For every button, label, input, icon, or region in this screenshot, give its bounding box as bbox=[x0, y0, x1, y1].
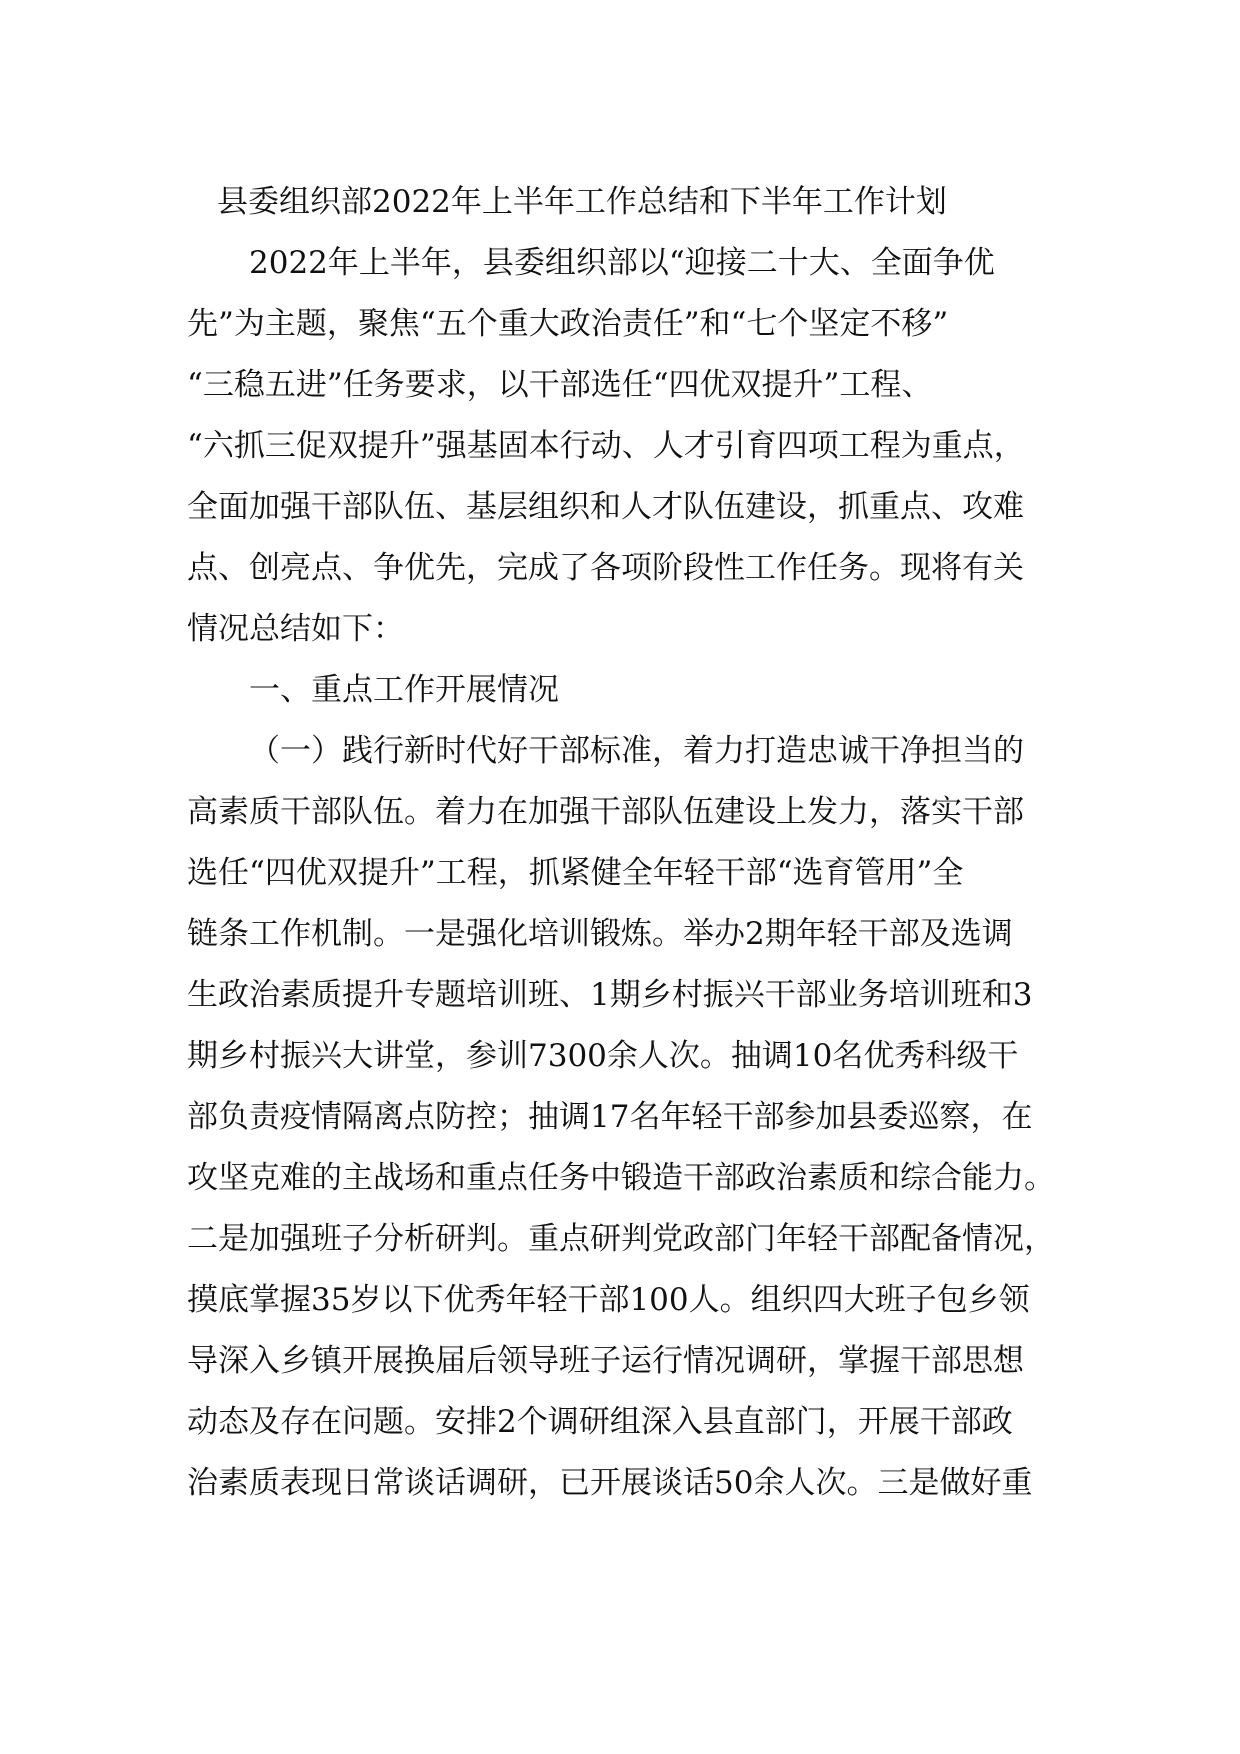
subsection-line: 高素质干部队伍。着力在加强干部队伍建设上发力，落实干部 bbox=[187, 794, 1024, 830]
subsection-line: 治素质表现日常谈话调研，已开展谈话50余人次。三是做好重 bbox=[187, 1465, 1033, 1501]
subsection-line: 期乡村振兴大讲堂，参训7300余人次。抽调10名优秀科级干 bbox=[187, 1038, 1019, 1074]
intro-line: 2022年上半年，县委组织部以“迎接二十大、全面争优 bbox=[249, 245, 995, 281]
intro-line: “六抓三促双提升”强基固本行动、人才引育四项工程为重点， bbox=[187, 428, 1025, 464]
section-heading: 一、重点工作开展情况 bbox=[249, 672, 559, 708]
intro-line: 先”为主题，聚焦“五个重大政治责任”和“七个坚定不移” bbox=[187, 306, 949, 342]
subsection-line: 选任“四优双提升”工程，抓紧健全年轻干部“选育管用”全 bbox=[187, 855, 964, 891]
intro-line: 点、创亮点、争优先，完成了各项阶段性工作任务。现将有关 bbox=[187, 550, 1024, 586]
intro-line: 全面加强干部队伍、基层组织和人才队伍建设，抓重点、攻难 bbox=[187, 489, 1024, 525]
subsection-line: 二是加强班子分析研判。重点研判党政部门年轻干部配备情况， bbox=[187, 1221, 1055, 1257]
subsection-line: 生政治素质提升专题培训班、1期乡村振兴干部业务培训班和3 bbox=[187, 977, 1033, 1013]
subsection-line: 攻坚克难的主战场和重点任务中锻造干部政治素质和综合能力。 bbox=[187, 1160, 1055, 1196]
document-body bbox=[187, 172, 1087, 1514]
document-title: 县委组织部2022年上半年工作总结和下半年工作计划 bbox=[217, 184, 947, 220]
subsection-line: 动态及存在问题。安排2个调研组深入县直部门，开展干部政 bbox=[187, 1404, 1013, 1440]
subsection-line: 导深入乡镇开展换届后领导班子运行情况调研，掌握干部思想 bbox=[187, 1343, 1024, 1379]
subsection-line: 链条工作机制。一是强化培训锻炼。举办2期年轻干部及选调 bbox=[187, 916, 1013, 952]
subsection-line: 摸底掌握35岁以下优秀年轻干部100人。组织四大班子包乡领 bbox=[187, 1282, 1030, 1318]
intro-line: “三稳五进”任务要求，以干部选任“四优双提升”工程、 bbox=[187, 367, 933, 403]
intro-line: 情况总结如下： bbox=[187, 611, 404, 647]
subsection-line: 部负责疫情隔离点防控；抽调17名年轻干部参加县委巡察，在 bbox=[187, 1099, 1033, 1135]
subsection-line: （一）践行新时代好干部标准，着力打造忠诚干净担当的 bbox=[249, 733, 1024, 769]
